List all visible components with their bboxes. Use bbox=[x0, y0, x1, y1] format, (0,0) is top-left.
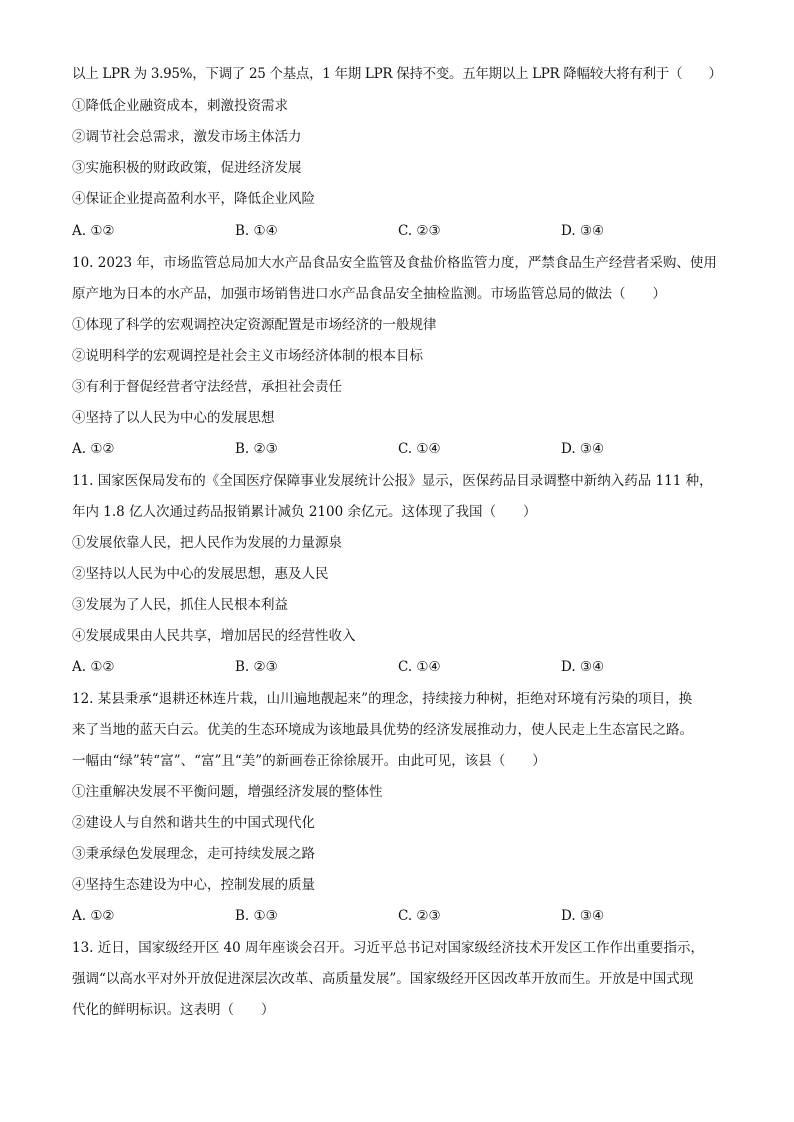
q11-option-d[interactable]: D. ③④ bbox=[561, 659, 605, 675]
q10-statement-3: ③有利于督促经营者守法经营，承担社会责任 bbox=[72, 379, 342, 395]
q12-option-d[interactable]: D. ③④ bbox=[561, 908, 605, 924]
q10-option-d[interactable]: D. ③④ bbox=[561, 441, 605, 457]
q10-option-b[interactable]: B. ②③ bbox=[235, 441, 278, 457]
q11-statement-2: ②坚持以人民为中心的发展思想，惠及人民 bbox=[72, 566, 329, 582]
q11-option-b[interactable]: B. ②③ bbox=[235, 659, 278, 675]
q11-option-a[interactable]: A. ①② bbox=[72, 659, 115, 675]
q12-option-c[interactable]: C. ②③ bbox=[398, 908, 441, 924]
q9-stem-tail: 以上 LPR 为 3.95%，下调了 25 个基点，1 年期 LPR 保持不变。五年期以上 LPR 降幅较大将有利于（ ） bbox=[72, 66, 722, 82]
q10-option-a[interactable]: A. ①② bbox=[72, 441, 115, 457]
q13-stem-line-3: 代化的鲜明标识。这表明（ ） bbox=[72, 1002, 275, 1018]
q13-stem-line-1: 13. 近日，国家级经开区 40 周年座谈会召开。习近平总书记对国家级经济技术开发区工作作出重要指示， bbox=[72, 940, 705, 956]
q9-statement-4: ④保证企业提高盈利水平，降低企业风险 bbox=[72, 191, 315, 207]
q12-statement-2: ②建设人与自然和谐共生的中国式现代化 bbox=[72, 815, 315, 831]
q12-statement-1: ①注重解决发展不平衡问题，增强经济发展的整体性 bbox=[72, 784, 383, 800]
q12-statement-4: ④坚持生态建设为中心，控制发展的质量 bbox=[72, 877, 315, 893]
q11-statement-4: ④发展成果由人民共享，增加居民的经营性收入 bbox=[72, 628, 356, 644]
q9-statement-2: ②调节社会总需求，激发市场主体活力 bbox=[72, 129, 302, 145]
q11-stem-line-2: 年内 1.8 亿人次通过药品报销累计减负 2100 余亿元。这体现了我国（ ） bbox=[72, 504, 537, 520]
q11-statement-1: ①发展依靠人民，把人民作为发展的力量源泉 bbox=[72, 535, 342, 551]
q11-stem-line-1: 11. 国家医保局发布的《全国医疗保障事业发展统计公报》显示，医保药品目录调整中新纳入药品 111 种， bbox=[72, 473, 713, 489]
q10-stem-line-2: 原产地为日本的水产品，加强市场销售进口水产品食品安全抽检监测。市场监管总局的做法（ ） bbox=[72, 286, 666, 302]
q12-stem-line-2: 来了当地的蓝天白云。优美的生态环境成为该地最具优势的经济发展推动力，使人民走上生态富民之路。 bbox=[72, 722, 693, 738]
q12-stem-line-3: 一幅由“绿”转“富”、“富”且“美”的新画卷正徐徐展开。由此可见，该县（ ） bbox=[72, 753, 546, 769]
q9-option-d[interactable]: D. ③④ bbox=[561, 223, 605, 239]
q10-statement-2: ②说明科学的宏观调控是社会主义市场经济体制的根本目标 bbox=[72, 348, 423, 364]
q10-statement-1: ①体现了科学的宏观调控决定资源配置是市场经济的一般规律 bbox=[72, 317, 437, 333]
q12-stem-line-1: 12. 某县秉承“退耕还林连片栽，山川遍地靓起来”的理念，持续接力种树，拒绝对环境有污染的项目，换 bbox=[72, 691, 693, 707]
q9-option-b[interactable]: B. ①④ bbox=[235, 223, 278, 239]
q12-option-b[interactable]: B. ①③ bbox=[235, 908, 278, 924]
q9-option-a[interactable]: A. ①② bbox=[72, 223, 115, 239]
q10-statement-4: ④坚持了以人民为中心的发展思想 bbox=[72, 410, 275, 426]
q12-statement-3: ③秉承绿色发展理念，走可持续发展之路 bbox=[72, 846, 315, 862]
q9-statement-1: ①降低企业融资成本，刺激投资需求 bbox=[72, 98, 288, 114]
q10-stem-line-1: 10. 2023 年，市场监管总局加大水产品食品安全监管及食盐价格监管力度，严禁食品生产经营者采购、使用 bbox=[72, 255, 717, 271]
q9-statement-3: ③实施积极的财政政策，促进经济发展 bbox=[72, 160, 302, 176]
q12-option-a[interactable]: A. ①② bbox=[72, 908, 115, 924]
q10-option-c[interactable]: C. ①④ bbox=[398, 441, 441, 457]
q9-option-c[interactable]: C. ②③ bbox=[398, 223, 441, 239]
q13-stem-line-2: 强调“以高水平对外开放促进深层次改革、高质量发展”。国家级经开区因改革开放而生。开放是中国式现 bbox=[72, 971, 694, 987]
q11-statement-3: ③发展为了人民，抓住人民根本利益 bbox=[72, 597, 288, 613]
q11-option-c[interactable]: C. ①④ bbox=[398, 659, 441, 675]
